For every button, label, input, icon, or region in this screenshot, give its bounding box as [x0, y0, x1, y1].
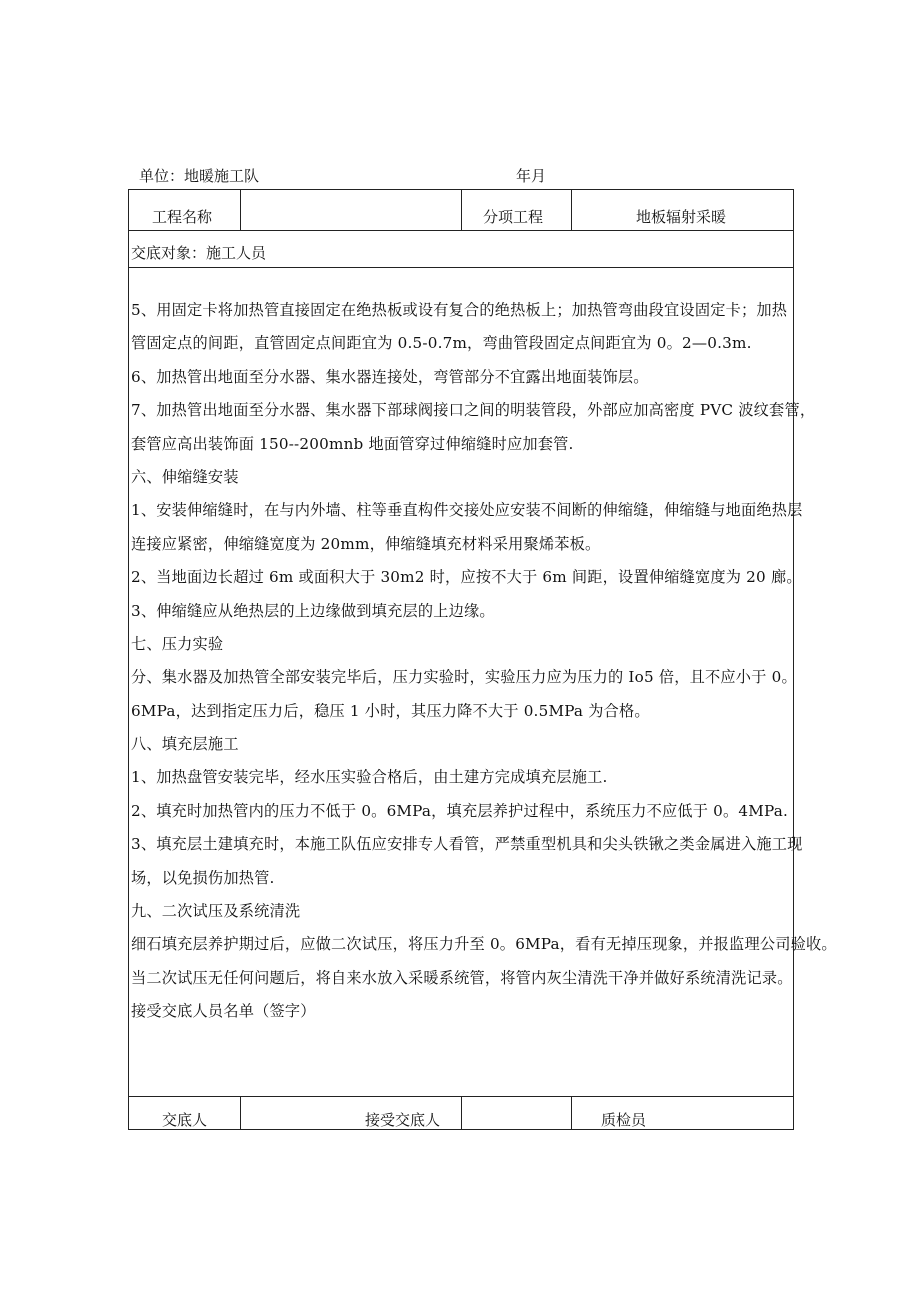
inspector-label: 质检员 — [601, 1111, 647, 1129]
unit-label: 单位：地暖施工队 — [139, 167, 260, 185]
content-line: 当二次试压无任何问题后，将自来水放入采暖系统管，将管内灰尘清洗干净并做好系统清洗记录。 — [131, 968, 793, 987]
content-line: 1、安装伸缩缝时，在与内外墙、柱等垂直构件交接处应安装不间断的伸缩缝，伸缩缝与地面绝热层 — [131, 501, 803, 520]
project-name-label: 工程名称 — [152, 208, 213, 226]
content-line: 3、伸缩缝应从绝热层的上边缘做到填充层的上边缘。 — [131, 601, 495, 620]
content-line: 5、用固定卡将加热管直接固定在绝热板或设有复合的绝热板上；加热管弯曲段宜设固定卡；加热 — [131, 301, 788, 319]
content-line: 6MPa，达到指定压力后，稳压 1 小时，其压力降不大于 0.5MPa 为合格。 — [131, 701, 650, 720]
sub-project-label: 分项工程 — [483, 208, 544, 226]
date-label: 年月 — [516, 167, 547, 185]
section-heading: 七、压力实验 — [131, 634, 224, 653]
discloser-label: 交底人 — [162, 1111, 208, 1129]
section-heading: 八、填充层施工 — [131, 735, 239, 754]
content-line: 管固定点的间距，直管固定点间距宜为 0.5-0.7m，弯曲管段固定点间距宜为 0。2—0.3m. — [131, 334, 752, 353]
content-line: 细石填充层养护期过后，应做二次试压，将压力升至 0。6MPa，看有无掉压现象，并报监理公司验收。 — [131, 935, 837, 954]
divider — [461, 190, 462, 230]
divider — [461, 1096, 462, 1129]
divider — [129, 230, 793, 231]
content-line: 6、加热管出地面至分水器、集水器连接处，弯管部分不宜露出地面装饰层。 — [131, 367, 649, 386]
content-line: 3、填充层土建填充时，本施工队伍应安排专人看管，严禁重型机具和尖头铁锹之类金属进入施工现 — [131, 835, 803, 854]
content-line: 场，以免损伤加热管. — [131, 868, 275, 887]
content-line: 分、集水器及加热管全部安装完毕后，压力实验时，实验压力应为压力的 Io5 倍，且不应小于 0。 — [131, 668, 797, 687]
content-line: 2、填充时加热管内的压力不低于 0。6MPa，填充层养护过程中，系统压力不应低于 0。4MPa. — [131, 801, 789, 820]
recipient-label: 交底对象：施工人员 — [131, 244, 267, 262]
sub-project-value: 地板辐射采暖 — [636, 208, 727, 226]
disclosure-content — [131, 300, 837, 1035]
content-line: 2、当地面边长超过 6m 或面积大于 30m2 时，应按不大于 6m 间距，设置伸缩缝宽度为 20 廊。 — [131, 568, 802, 587]
divider — [571, 1096, 572, 1129]
divider — [571, 190, 572, 230]
divider — [129, 267, 793, 268]
divider — [240, 1096, 241, 1129]
section-heading: 六、伸缩缝安装 — [131, 467, 239, 486]
disclosure-table — [128, 189, 837, 1130]
content-line: 1、加热盘管安装完毕，经水压实验合格后，由土建方完成填充层施工. — [131, 768, 608, 787]
content-line: 套管应高出装饰面 150--200mnb 地面管穿过伸缩缝时应加套管. — [131, 434, 574, 453]
content-line: 连接应紧密，伸缩缝宽度为 20mm，伸缩缝填充材料采用聚烯苯板。 — [131, 534, 601, 553]
section-heading: 九、二次试压及系统清洗 — [131, 902, 301, 921]
content-line: 7、加热管出地面至分水器、集水器下部球阀接口之间的明装管段，外部应加高密度 PVC 波纹套管， — [131, 401, 816, 420]
receiver-label: 接受交底人 — [365, 1111, 441, 1129]
signature-list-label: 接受交底人员名单（签字） — [131, 1002, 316, 1021]
divider — [240, 190, 241, 230]
